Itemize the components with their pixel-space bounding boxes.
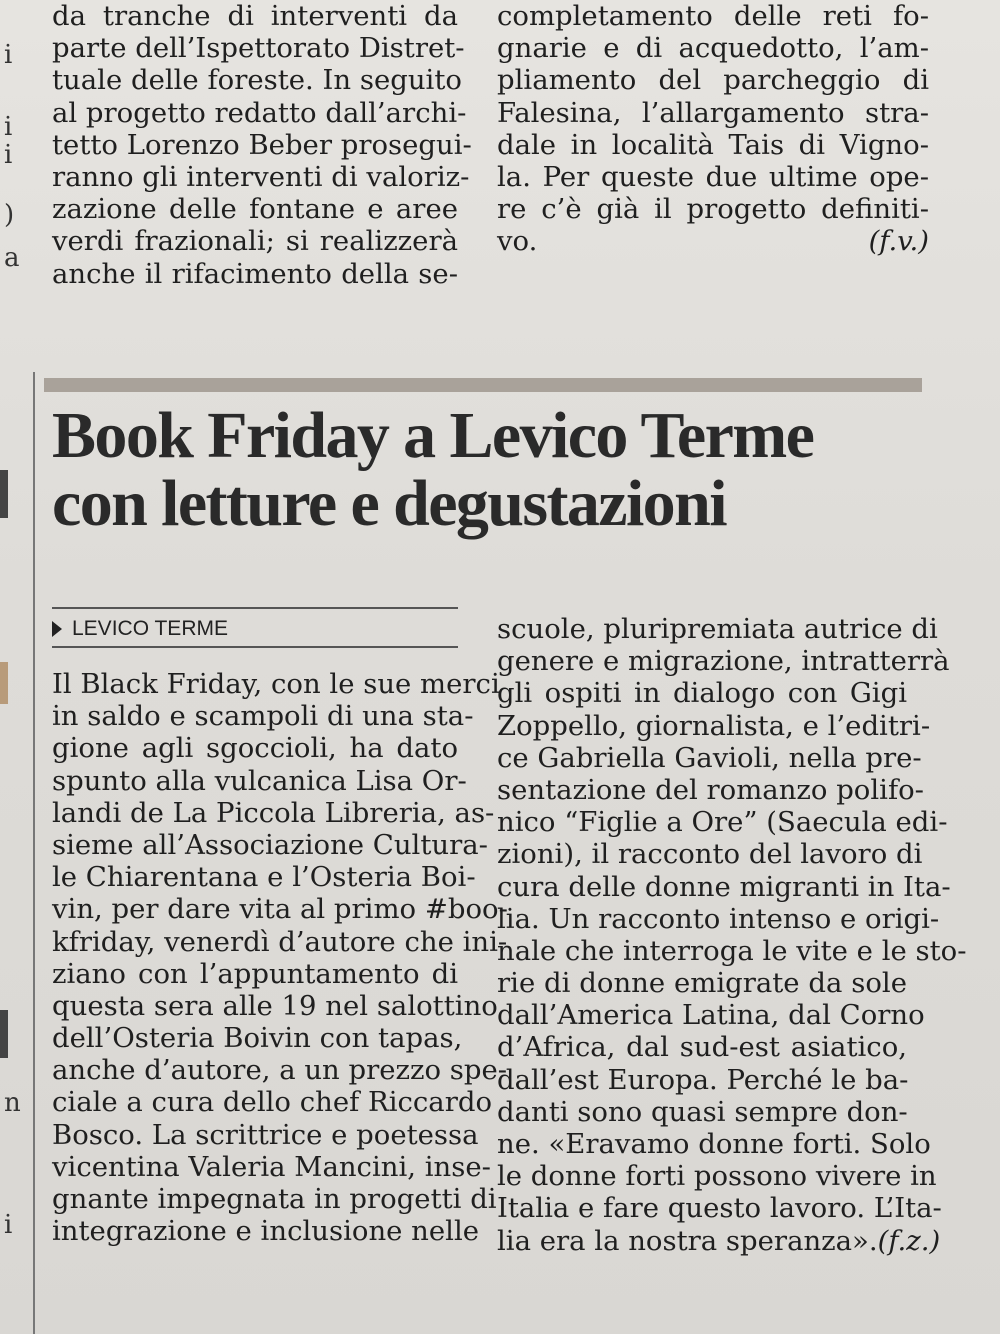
text-line: Il Black Friday, con le sue merci (52, 668, 500, 700)
text-line: landi de La Piccola Libreria, as- (52, 796, 495, 829)
article-body-right-column (497, 613, 967, 1257)
text-line: genere e migrazione, intratterrà (497, 645, 950, 678)
text-line: le Chiarentana e l’Osteria Boi- (52, 861, 476, 894)
text-line: sieme all’Associazione Cultura- (52, 828, 488, 861)
text-line: integrazione e inclusione nelle (52, 1215, 480, 1248)
edge-letter: i (4, 140, 13, 170)
previous-article-column-right (497, 0, 929, 258)
text-line: le donne forti possono vivere in (497, 1160, 937, 1193)
text-line: questa sera alle 19 nel salottino (52, 989, 498, 1022)
text-line: la. Per queste due ultime ope- (497, 160, 929, 193)
text-line: scuole, pluripremiata autrice di (497, 613, 938, 645)
edge-letter: a (4, 243, 20, 273)
edge-fragment (0, 662, 8, 704)
text-line: spunto alla vulcanica Lisa Or- (52, 764, 467, 797)
text-line: lia. Un racconto intenso e origi- (497, 902, 940, 935)
text-line: verdi frazionali; si realizzerà (52, 225, 458, 258)
text-line: gnarie e di acquedotto, l’am- (497, 32, 929, 65)
headline-line: con letture e degustazioni (52, 467, 726, 540)
text-line: zioni), il racconto del lavoro di (497, 838, 923, 871)
text-line: al progetto redatto dall’archi- (52, 96, 467, 129)
text-line: sentazione del romanzo polifo- (497, 773, 924, 806)
text-line: vo. (497, 225, 538, 258)
text-line: gli ospiti in dialogo con Gigi (497, 677, 907, 710)
edge-letter: i (4, 112, 13, 142)
article-body-left-column (52, 668, 508, 1248)
edge-fragment (0, 1010, 8, 1058)
text-line: parte dell’Ispettorato Distret- (52, 32, 465, 65)
text-line: d’Africa, dal sud-est asiatico, (497, 1031, 907, 1064)
edge-fragment (0, 470, 8, 518)
edge-letter: i (4, 40, 13, 70)
text-line-with-signature (497, 1224, 941, 1257)
text-line: nico “Figlie a Ore” (Saecula edi- (497, 806, 948, 839)
kicker-rule (52, 646, 458, 648)
text-line: anche d’autore, a un prezzo spe- (52, 1054, 508, 1087)
text-line: tetto Lorenzo Beber prosegui- (52, 128, 472, 161)
text-line: Zoppello, giornalista, e l’editri- (497, 709, 931, 742)
article-headline (52, 399, 932, 540)
previous-column-edge (0, 0, 20, 1334)
dateline-kicker (52, 614, 228, 644)
triangle-marker-icon (52, 621, 62, 637)
text-line: zazione delle fontane e aree (52, 193, 458, 226)
previous-article-column-left (52, 0, 472, 290)
text-line: ce Gabriella Gavioli, nella pre- (497, 741, 922, 774)
author-initials: (f.v.) (868, 225, 929, 258)
column-rule (33, 372, 35, 1334)
text-line: dale in località Tais di Vigno- (497, 128, 929, 161)
edge-letter: i (4, 1210, 13, 1240)
edge-letter: n (4, 1088, 21, 1118)
text-line: vicentina Valeria Mancini, inse- (52, 1150, 491, 1183)
text-line: dall’America Latina, dal Corno (497, 999, 925, 1032)
text-line: re c’è già il progetto definiti- (497, 193, 929, 226)
edge-letter: ) (4, 200, 15, 230)
text-line: Bosco. La scrittrice e poetessa (52, 1118, 479, 1151)
headline-line: Book Friday a Levico Terme (52, 399, 814, 472)
text-line: in saldo e scampoli di una sta- (52, 700, 474, 733)
text-line-with-signature (497, 225, 929, 257)
text-line: da tranche di interventi da (52, 0, 458, 32)
text-line: lia era la nostra speranza». (497, 1224, 878, 1257)
text-line: nale che interroga le vite e le sto- (497, 934, 967, 967)
text-line: pliamento del parcheggio di (497, 64, 929, 97)
text-line: kfriday, venerdì d’autore che ini- (52, 925, 508, 958)
section-divider (44, 378, 922, 392)
text-line: Italia e fare questo lavoro. L’Ita- (497, 1192, 942, 1225)
kicker-text: LEVICO TERME (72, 617, 228, 640)
text-line: ne. «Eravamo donne forti. Solo (497, 1128, 931, 1160)
author-initials: (f.z.) (877, 1224, 941, 1257)
text-line: ziano con l’appuntamento di (52, 957, 458, 990)
text-line: rie di donne emigrate da sole (497, 967, 907, 1000)
text-line: cura delle donne migranti in Ita- (497, 870, 951, 903)
text-line: anche il rifacimento della se- (52, 257, 458, 290)
text-line: completamento delle reti fo- (497, 0, 929, 32)
text-line: Falesina, l’allargamento stra- (497, 96, 929, 129)
text-line: dall’est Europa. Perché le ba- (497, 1063, 909, 1096)
text-line: ciale a cura dello chef Riccardo (52, 1086, 493, 1119)
text-line: ranno gli interventi di valoriz- (52, 160, 470, 193)
text-line: dell’Osteria Boivin con tapas, (52, 1022, 463, 1055)
text-line: danti sono quasi sempre don- (497, 1095, 908, 1128)
kicker-rule (52, 607, 458, 609)
text-line: gione agli sgoccioli, ha dato (52, 732, 458, 765)
text-line: gnante impegnata in progetti di (52, 1183, 497, 1215)
text-line: tuale delle foreste. In seguito (52, 64, 462, 97)
text-line: vin, per dare vita al primo #boo- (52, 893, 508, 926)
